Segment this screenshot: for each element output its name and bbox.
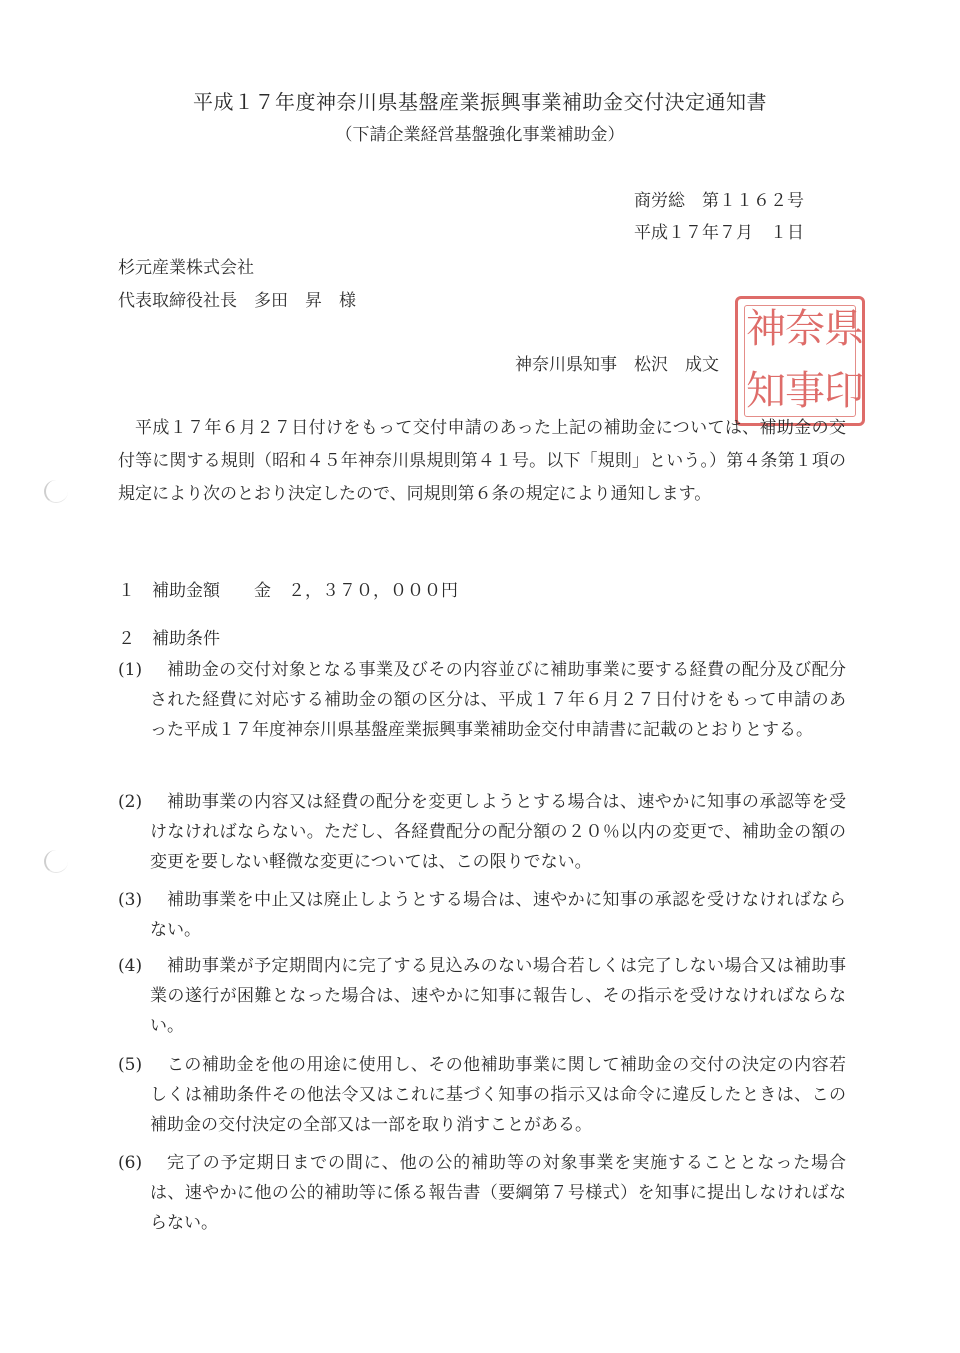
seal-char: 事 <box>785 368 825 414</box>
document-title: 平成１７年度神奈川県基盤産業振興事業補助金交付決定通知書 <box>193 90 767 114</box>
condition-number: (5) <box>118 1055 143 1075</box>
condition-text: 完了の予定期日までの間に、他の公的補助等の対象事業を実施することとなった場合は、速やかに他の公的補助等に係る報告書（要綱第７号様式）を知事に提出しなければならない。 <box>150 1153 846 1233</box>
condition-number: (3) <box>118 890 143 910</box>
condition-item <box>118 787 846 877</box>
condition-text: この補助金を他の用途に使用し、その他補助事業に関して補助金の交付の決定の内容若しくは補助条件その他法令又はこれに基づく知事の指示又は命令に違反したときは、この補助金の交付決定の全部又は一部を取り消すことがある。 <box>150 1055 846 1135</box>
condition-item <box>118 1148 846 1238</box>
condition-item <box>118 951 846 1041</box>
condition-text: 補助事業を中止又は廃止しようとする場合は、速やかに知事の承認を受けなければならない。 <box>150 890 846 940</box>
body-paragraph: 平成１７年６月２７日付けをもって交付申請のあった上記の補助金については、補助金の交付等に関する規則（昭和４５年神奈川県規則第４１号。以下「規則」という。）第４条第１項の規定により次のとおり決定したので、同規則第６条の規定により通知します。 <box>118 418 846 504</box>
condition-item <box>118 885 846 945</box>
document-subtitle: （下請企業経営基盤強化事業補助金） <box>335 125 625 145</box>
seal-char: 知 <box>746 368 786 414</box>
condition-text: 補助金の交付対象となる事業及びその内容並びに補助事業に要する経費の配分及び配分された経費に対応する補助金の額の区分は、平成１７年６月２７日付けをもって申請のあった平成１７年度神奈川県基盤産業振興事業補助金交付申請書に記載のとおりとする。 <box>150 660 846 740</box>
condition-number: (4) <box>118 956 143 976</box>
seal-char: 神 <box>746 306 786 352</box>
punch-hole-mark <box>44 850 68 873</box>
document-date: 平成１７年７月 １日 <box>634 223 804 243</box>
condition-number: (6) <box>118 1153 143 1173</box>
addressee-company: 杉元産業株式会社 <box>118 258 254 278</box>
punch-hole-mark <box>44 480 68 503</box>
seal-char: 印 <box>824 368 864 414</box>
seal-char: 奈 <box>785 306 825 352</box>
condition-text: 補助事業が予定期間内に完了する見込みのない場合若しくは完了しない場合又は補助事業の遂行が困難となった場合は、速やかに知事に報告し、その指示を受けなければならない。 <box>150 956 846 1036</box>
condition-number: (1) <box>118 660 143 680</box>
conditions-heading: ２ 補助条件 <box>118 629 220 649</box>
addressee-person: 代表取締役社長 多田 昇 様 <box>118 291 356 311</box>
condition-text: 補助事業の内容又は経費の配分を変更しようとする場合は、速やかに知事の承認等を受けなければならない。ただし、各経費配分の配分額の２０％以内の変更で、補助金の額の変更を要しない軽微な変更については、この限りでない。 <box>150 792 846 872</box>
subsidy-amount: １ 補助金額 金 ２，３７０，０００円 <box>118 581 458 601</box>
seal-char: 県 <box>824 306 864 352</box>
document-number: 商労総 第１１６２号 <box>634 191 804 211</box>
official-seal <box>735 296 865 426</box>
condition-number: (2) <box>118 792 143 812</box>
condition-item <box>118 655 846 745</box>
condition-item <box>118 1050 846 1140</box>
sender-name: 神奈川県知事 松沢 成文 <box>515 355 719 375</box>
